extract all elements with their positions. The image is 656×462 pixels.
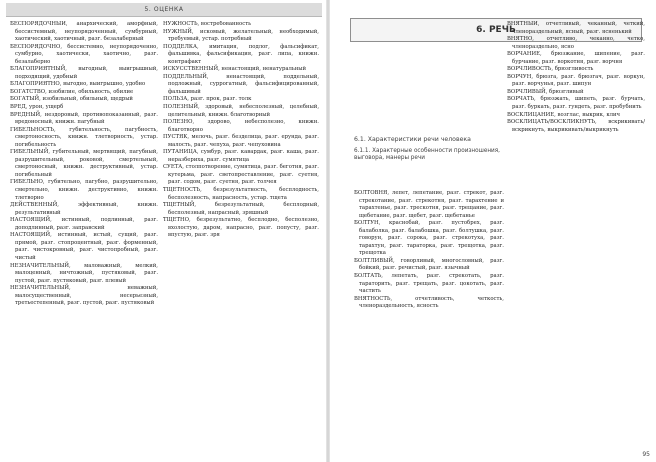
dictionary-entry: ГИБЕЛЬНО, губительно, пагубно, разрушительно, смертельно, книжн. деструктивно, книжн. тлетворно	[10, 179, 158, 201]
dictionary-entry: БОЛТУН, краснобай, разг. пустобрех, разг. балаболка, разг. балабошка, разг. болтушка, разг. говорун, разг. сорока, разг. стрекотуха, разг. тарахтун, разг. тараторка, разг. трещотка, разг. трещотка	[354, 220, 504, 257]
dictionary-entry: ПУТАНИЦА, сумбур, разг. кавардак, разг. каша, разг. неразбериха, разг. сумятица	[163, 149, 319, 163]
left-page	[0, 0, 326, 462]
dictionary-entry: ВОСКЛИЦАНИЕ, возглас, выкрик, клич	[507, 111, 621, 118]
dictionary-entry: СУЕТА, столпотворение, сумятица, разг. беготня, разг. кутерьма, разг. светопреставление, разг. суетня, разг. содом, разг. суетня, разг. толчея	[163, 164, 319, 186]
dictionary-entry: НЕЗНАЧИТЕЛЬНЫЙ, неважный, малосущественный, несерьезный, третьестепенный, разг. пустой, разг. пустяковый	[10, 285, 158, 307]
dictionary-entry: НАСТОЯЩИЙ, истинный, истый, сущий, разг. прямой, разг. стопроцентный, разг. форменный, разг. чистокровный, разг. чистопробный, разг. чистый	[10, 232, 158, 261]
right-column-2	[507, 21, 645, 458]
dictionary-entry: БОЛТАТЬ, лепетать, разг. стрекотать, разг. тараторить, разг. трещать, разг. цокотать, разг. частить	[354, 273, 504, 295]
dictionary-entry: ВОРЧЛИВОСТЬ, брюзгливость	[507, 66, 594, 73]
dictionary-entry: БОГАТЫЙ, изобильный, обильный, щедрый	[10, 96, 133, 103]
dictionary-entry: ПОЛЕЗНО, здорово, небесполезно, книжн. благотворно	[163, 119, 319, 133]
dictionary-entry: ВНЯТНЫЙ, отчетливый, чеканный, четкий, членораздельный, ясный, разг. ясненький	[507, 21, 645, 35]
right-column-1	[354, 190, 504, 458]
dictionary-entry: БОЛТОВНЯ, лепет, лепетание, разг. стрекот, разг. стрекотание, разг. стрекотня, разг. тарахтение и тарахтенье, разг. трескотня, разг. трещание, разг. щебетание, разг. щебет, разг. щебетанье	[354, 190, 504, 219]
dictionary-entry: ВРЕД, урон, ущерб	[10, 104, 64, 111]
dictionary-entry: ВНЯТНОСТЬ, отчетливость, четкость, членораздельность, ясность	[354, 295, 504, 310]
dictionary-entry: БЕСПОРЯДОЧНЫЙ, анархический, аморфный, бессистемный, неупорядоченный, сумбурный, хаотический, хаотичный, разг. безалаберный	[10, 21, 158, 43]
dictionary-entry: ПУСТЯК, мелочь, разг. безделица, разг. ерунда, разг. малость, разг. чепуха, разг. чепуховина	[163, 134, 319, 148]
running-head: 5. ОЦЕНКА	[6, 3, 322, 17]
section-title: 6.1. Характеристики речи человека	[354, 136, 471, 143]
left-column-1	[10, 21, 158, 458]
dictionary-entry: БЛАГОПРИЯТНО, выгодно, выигрышно, удобно	[10, 81, 146, 88]
dictionary-entry: ИСКУССТВЕННЫЙ, ненастоящий, ненатуральный	[163, 66, 307, 73]
dictionary-entry: ВОСКЛИЦАТЬ/ВОСКЛИКНУТЬ, вскрикивать/вскрикнуть, выкрикивать/выкрикнуть	[507, 119, 645, 133]
dictionary-entry: ПОДДЕЛЬНЫЙ, ненастоящий, поддельный, подложный, суррогатный, фальсифицированный, фальшивый	[163, 73, 319, 95]
dictionary-entry: БЕСПОРЯДОЧНО, бессистемно, неупорядоченно, сумбурно, хаотически, хаотично, разг. безалаберно	[10, 43, 158, 65]
dictionary-entry: ГИБЕЛЬНЫЙ, губительный, мертвящий, пагубный, разрушительный, роковой, смертельный, смертоносный, книжн. деструктивный, устар. погибельный	[10, 149, 158, 178]
dictionary-entry: БЛАГОПРИЯТНЫЙ, выгодный, выигрышный, подходящий, удобный	[10, 66, 158, 80]
dictionary-entry: НУЖНЫЙ, искомый, желательный, необходимый, требуемый, устар. потребный	[163, 28, 319, 43]
dictionary-entry: НАСТОЯЩИЙ, истинный, подлинный, разг. доподлинный, разг. заправский	[10, 217, 158, 231]
dictionary-entry: БОГАТСТВО, изобилие, обильность, обилие	[10, 88, 134, 95]
dictionary-entry: ВОРЧЛИВЫЙ, брюзгливый	[507, 88, 584, 95]
dictionary-entry: БОЛТЛИВЫЙ, говорливый, многословный, разг. бойкий, разг. речистый, разг. язычный	[354, 257, 504, 272]
page-number: 95	[642, 451, 650, 458]
dictionary-entry: НУЖНОСТЬ, востребованность	[163, 21, 252, 27]
dictionary-entry: ТЩЕТНОСТЬ, безрезультатность, бесплодность, бесполезность, напрасность, устар. тщета	[163, 187, 319, 201]
chapter-title: 6. РЕЧЬ	[350, 18, 642, 42]
dictionary-entry: ВОРЧАТЬ, брюзжать, шипеть, разг. бурчать, разг. буркать, разг. гундеть, разг. пробубнить	[507, 96, 645, 111]
dictionary-entry: ТЩЕТНЫЙ, безрезультатный, бесплодный, бесполезный, напрасный, зряшный	[163, 202, 319, 216]
dictionary-entry: ТЩЕТНО, безрезультатно, бесплодно, бесполезно, вхолостую, даром, напрасно, разг. попусту, разг. впустую, разг. зря	[163, 217, 319, 239]
dictionary-entry: ГИБЕЛЬНОСТЬ, губительность, пагубность, смертоносность, книжн. тлетворность, устар. погибельность	[10, 126, 158, 148]
left-column-2	[163, 21, 319, 458]
dictionary-entry: НЕЗНАЧИТЕЛЬНЫЙ, маловажный, мелкий, малоценный, ничтожный, пустяковый, разг. пустой, разг. пустяковый, разг. плевый	[10, 262, 158, 284]
dictionary-entry: ПОЛЬЗА, разг. прок, разг. толк	[163, 96, 252, 103]
dictionary-entry: ДЕЙСТВЕННЫЙ, эффективный, книжн. результативный	[10, 202, 158, 216]
dictionary-entry: ПОДДЕЛКА, имитация, подлог, фальсификат, фальшивка, фальсификация, разг. липа, книжн. контрафакт	[163, 43, 319, 65]
dictionary-entry: ВОРЧУН, брюзга, разг. брюзгач, разг. воркун, разг. ворчунья, разг. шипун	[507, 73, 645, 88]
dictionary-entry: ПОЛЕЗНЫЙ, здоровый, небесполезный, целебный, целительный, книжн. благотворный	[163, 104, 319, 118]
dictionary-entry: ВОРЧАНИЕ, брюзжание, шипение, разг. бурчание, разг. воркотня, разг. ворчня	[507, 51, 645, 65]
right-page	[330, 0, 656, 462]
subsection-title: 6.1.1. Характерные особенности произношения, выговора, манеры речи	[354, 148, 500, 161]
dictionary-entry: ВРЕДНЫЙ, нездоровый, противопоказанный, разг. вредоносный, книжн. пагубный	[10, 111, 158, 126]
dictionary-entry: ВНЯТНО, отчетливо, чеканно, четко, членораздельно, ясно	[507, 36, 645, 50]
